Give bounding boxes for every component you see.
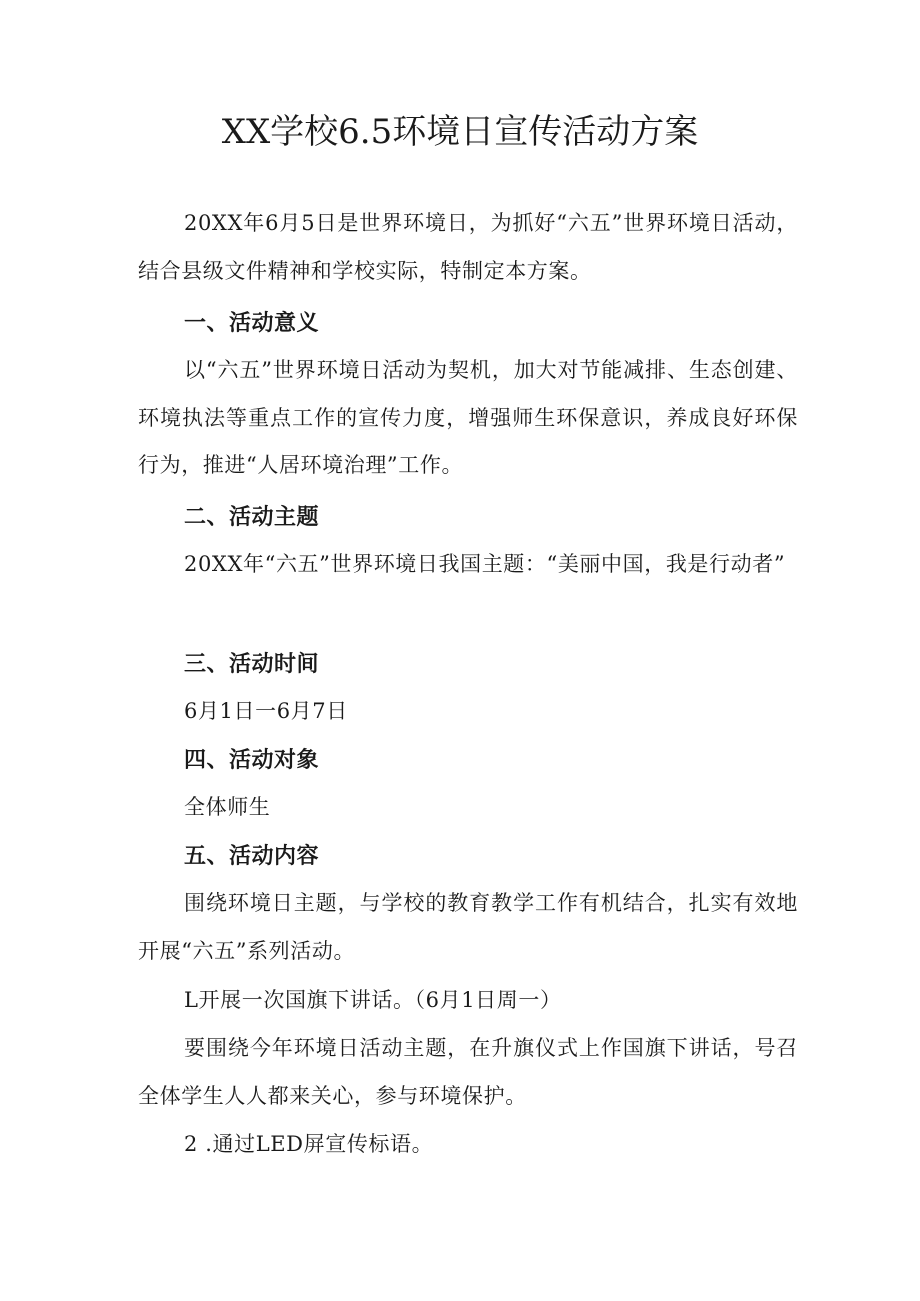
section-heading-significance: 一、活动意义: [184, 311, 320, 336]
intro-paragraph: 20XX年6月5日是世界环境日，为抓好“六五”世界环境日活动，结合县级文件精神和学校实际，特制定本方案。: [138, 211, 798, 283]
section-body-theme: 20XX年“六五”世界环境日我国主题：“美丽中国，我是行动者”: [184, 552, 786, 576]
section-body-content: 围绕环境日主题，与学校的教育教学工作有机结合，扎实有效地开展“六五”系列活动。: [138, 891, 798, 963]
section-heading-audience: 四、活动对象: [184, 748, 320, 773]
section-body-time: 6月1日一6月7日: [184, 699, 348, 723]
section-body-audience: 全体师生: [184, 795, 271, 819]
section-body-significance: 以“六五”世界环境日活动为契机，加大对节能减排、生态创建、环境执法等重点工作的宣传力度，增强师生环保意识，养成良好环保行为，推进“人居环境治理”工作。: [138, 358, 798, 477]
section-heading-time: 三、活动时间: [184, 652, 320, 677]
section-heading-theme: 二、活动主题: [184, 505, 320, 530]
content-item-body-1: 要围绕今年环境日活动主题，在升旗仪式上作国旗下讲话，号召全体学生人人都来关心，参与环境保护。: [138, 1036, 798, 1108]
content-item-label-2: 2 .通过LED屏宣传标语。: [184, 1132, 434, 1156]
section-heading-content: 五、活动内容: [184, 844, 320, 869]
document-title: XX学校6.5环境日宣传活动方案: [221, 112, 699, 152]
content-item-label-1: L开展一次国旗下讲话。（6月1日周一）: [184, 988, 562, 1012]
